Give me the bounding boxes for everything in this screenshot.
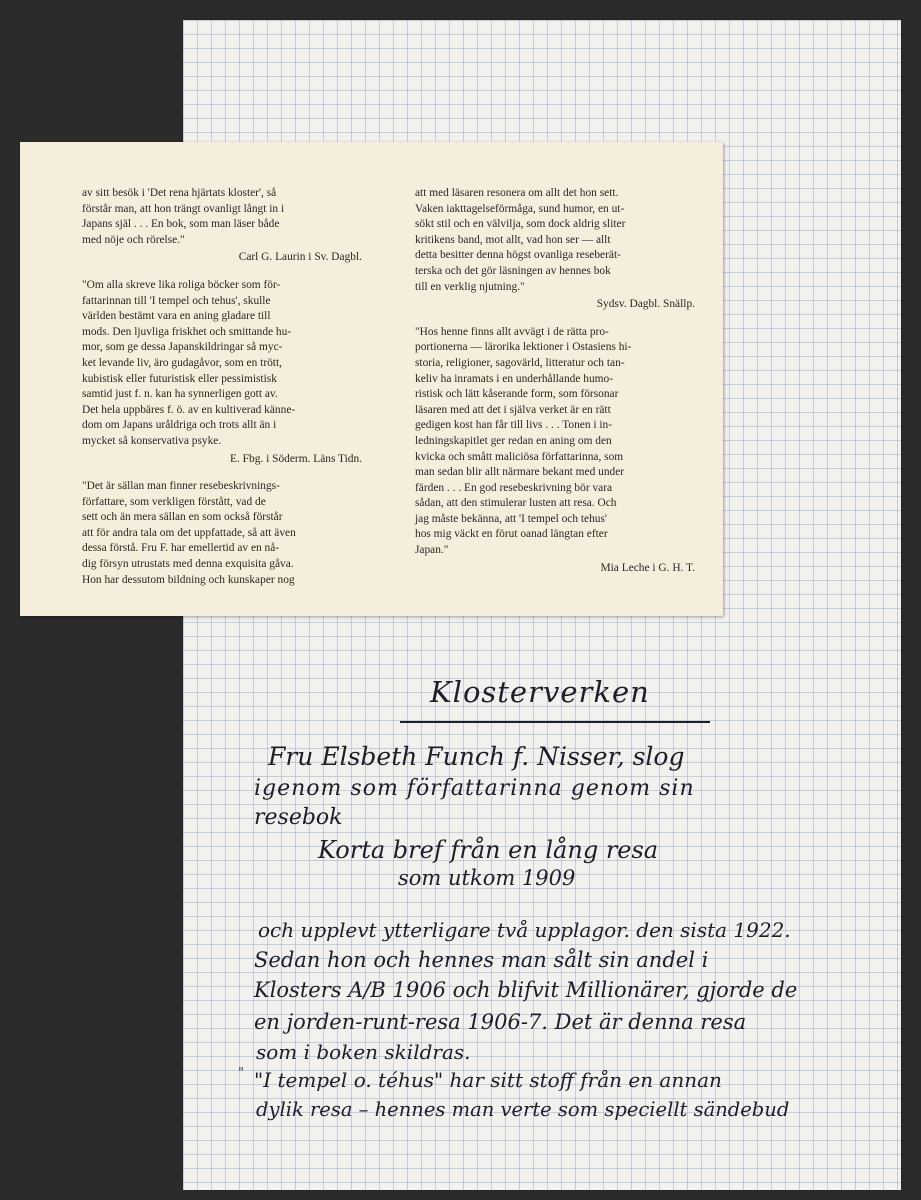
text-line: detta besitter denna högst ovanliga reseberät- xyxy=(415,249,621,262)
text-line: gedigen kost han får till livs . . . Tonen i in- xyxy=(415,419,613,432)
text-line: hos mig väckt en förut oanad längtan efter xyxy=(415,528,608,541)
text-line: mor, som ge dessa Japanskildringar så myc- xyxy=(82,341,283,354)
text-line: ket levande liv, äro gudagåvor, som en trött, xyxy=(82,356,282,369)
clipping-left-column xyxy=(82,186,362,588)
handwritten-line: en jorden-runt-resa 1906-7. Det är denna resa xyxy=(254,1010,747,1034)
text-line: jag måste bekänna, att 'I tempel och tehus' xyxy=(415,512,607,525)
handwritten-line: igenom som författarinna genom sin xyxy=(254,776,695,801)
review-signature: Sydsv. Dagbl. Snällp. xyxy=(596,298,695,311)
text-line: kvicka och smått maliciösa författarinna, som xyxy=(415,450,624,463)
text-line: "Om alla skreve lika roliga böcker som för- xyxy=(82,278,281,291)
handwritten-heading: Klosterverken xyxy=(430,675,650,709)
text-line: förstår man, att hon trängt ovanligt långt in i xyxy=(82,202,285,215)
review-signature: Mia Leche i G. H. T. xyxy=(600,561,695,574)
review-signature: E. Fbg. i Söderm. Läns Tidn. xyxy=(230,452,362,465)
handwritten-line: resebok xyxy=(254,805,343,830)
text-line: sökt stil och en välvilja, som dock aldrig sliter xyxy=(415,218,626,231)
handwritten-line: Fru Elsbeth Funch f. Nisser, slog xyxy=(268,742,685,771)
handwritten-line: som i boken skildras. xyxy=(256,1040,471,1064)
text-line: storia, religioner, sagovärld, litteratur och tan- xyxy=(415,356,625,369)
text-line: "Hos henne finns allt avvägt i de rätta pro- xyxy=(415,325,609,338)
review-text-block xyxy=(415,186,695,295)
handwritten-line: Klosters A/B 1906 och blifvit Millionärer, gjorde de xyxy=(254,978,798,1002)
text-line: författare, som verkligen förstått, vad de xyxy=(82,495,266,508)
text-line: färden . . . En god resebeskrivning bör vara xyxy=(415,481,613,494)
text-line: ristisk och lätt kåserande form, som försonar xyxy=(415,388,619,401)
handwritten-line: dylik resa – hennes man verte som speciellt sändebud xyxy=(256,1098,790,1121)
handwritten-book-title: Korta bref från en lång resa xyxy=(318,836,659,864)
newspaper-clipping xyxy=(20,142,723,616)
review-text-block xyxy=(82,479,362,588)
margin-mark: " xyxy=(238,1066,244,1081)
review-text-block xyxy=(415,325,695,559)
text-line: mycket så konservativa psyke. xyxy=(82,434,222,447)
text-line: sett och än mera sällan en som också förstår xyxy=(82,511,283,524)
text-line: av sitt besök i 'Det rena hjärtats kloster', så xyxy=(82,187,277,199)
heading-underline xyxy=(400,721,710,723)
text-line: kubistisk eller futuristisk eller pessimistisk xyxy=(82,372,277,385)
text-line: keliv ha inramats i en underhållande humo- xyxy=(415,372,614,385)
handwritten-line: Sedan hon och hennes man sålt sin andel i xyxy=(254,948,709,972)
text-line: Japan." xyxy=(415,544,449,557)
text-line: att för andra tala om det uppfattade, så att även xyxy=(82,526,296,539)
text-line: dig försyn utrustats med denna exquisita gåva. xyxy=(82,558,294,571)
text-line: att med läsaren resonera om allt det hon sett. xyxy=(415,187,619,199)
text-line: till en verklig njutning." xyxy=(415,280,525,293)
text-line: samtid just f. n. kan ha synnerligen gott av. xyxy=(82,388,278,401)
text-line: läsaren med att det i själva verket är en rätt xyxy=(415,403,611,416)
handwritten-line: "I tempel o. téhus" har sitt stoff från en annan xyxy=(254,1068,722,1092)
text-line: mods. Den ljuvliga friskhet och smittande hu- xyxy=(82,325,292,338)
text-line: världen bestämt vara en aning gladare till xyxy=(82,310,271,323)
handwritten-line: och upplevt ytterligare två upplagor. den sista 1922. xyxy=(258,918,791,942)
text-line: med nöje och rörelse." xyxy=(82,233,185,246)
text-line: Vaken iakttagelseförmåga, sund humor, en ut- xyxy=(415,202,625,215)
handwritten-line: som utkom 1909 xyxy=(398,866,576,890)
text-line: sådan, att den stimulerar lusten att resa. Och xyxy=(415,497,617,510)
text-line: Japans själ . . . En bok, som man läser både xyxy=(82,218,280,231)
clipping-right-column xyxy=(415,186,695,588)
text-line: dessa förstå. Fru F. har emellertid av en nå- xyxy=(82,542,280,555)
text-line: portionerna — lärorika lektioner i Ostasiens hi- xyxy=(415,341,632,354)
review-text-block xyxy=(82,186,362,248)
text-line: fattarinnan till 'I tempel och tehus', skulle xyxy=(82,294,271,307)
text-line: Hon har dessutom bildning och kunskaper nog xyxy=(82,573,295,586)
review-text-block xyxy=(82,278,362,450)
text-line: Det hela uppbäres f. ö. av en kultiverad känne- xyxy=(82,403,296,416)
text-line: "Det är sällan man finner resebeskrivnings- xyxy=(82,480,280,493)
text-line: terska och det gör läsningen av hennes bok xyxy=(415,264,611,277)
text-line: dom om Japans uråldriga och trots allt än i xyxy=(82,419,277,432)
text-line: ledningskapitlet ger redan en aning om den xyxy=(415,434,612,447)
text-line: man sedan blir allt närmare bekant med under xyxy=(415,466,625,479)
text-line: kritikens band, mot allt, vad hon ser — allt xyxy=(415,233,611,246)
review-signature: Carl G. Laurin i Sv. Dagbl. xyxy=(238,251,362,264)
